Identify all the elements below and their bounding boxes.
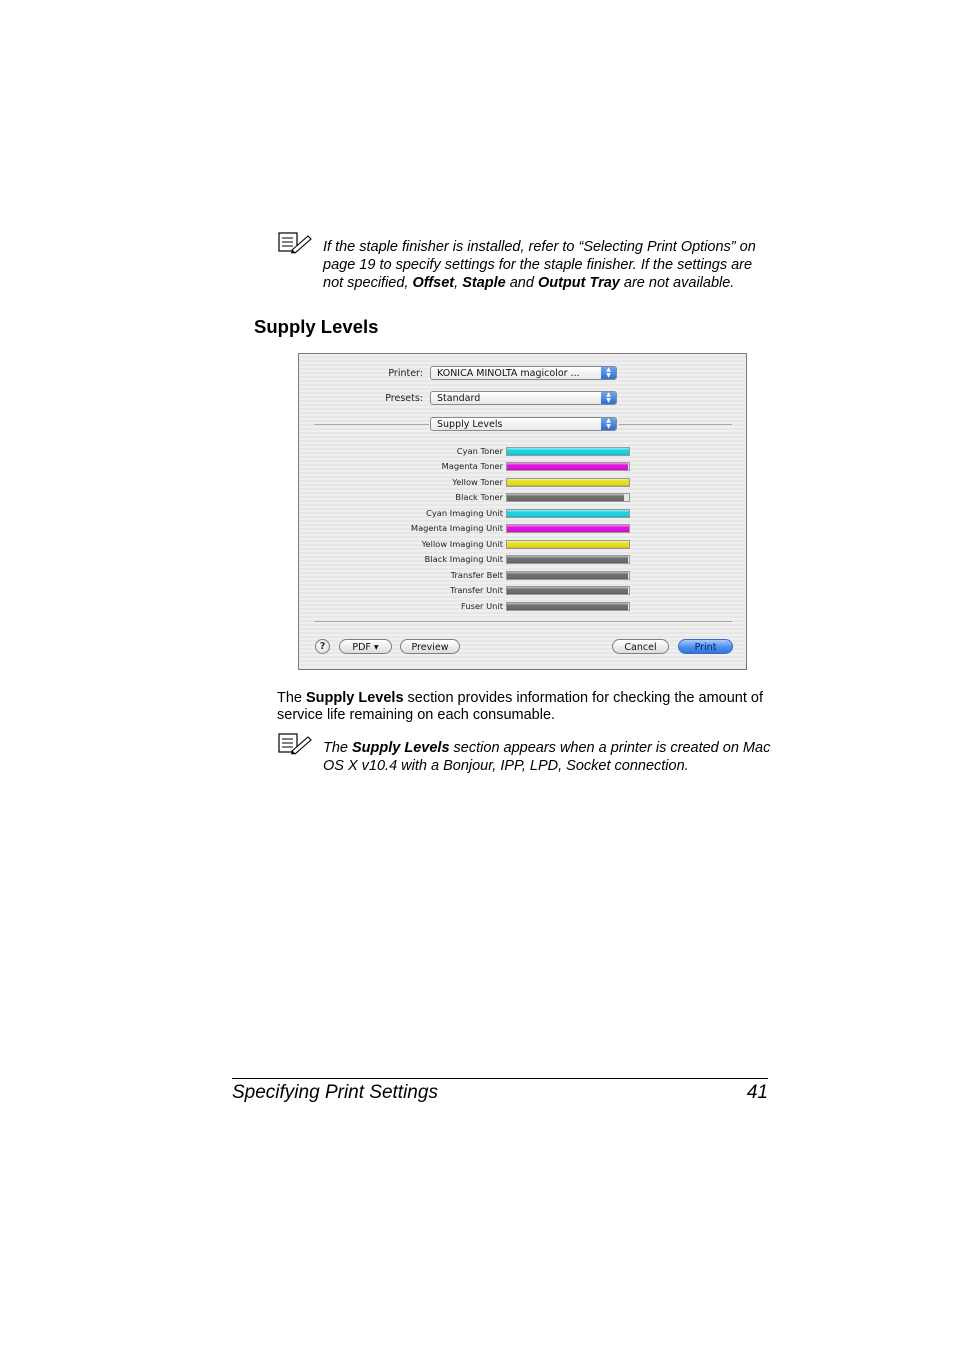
page-number: 41 (746, 1082, 768, 1103)
note-block-mac-os (278, 733, 778, 777)
note-pencil-icon (278, 232, 312, 254)
footer-title: Specifying Print Settings (232, 1082, 438, 1103)
popup-arrows-icon: ▲ ▼ (601, 367, 616, 379)
section-heading: Supply Levels (254, 316, 379, 337)
supply-level-bar (506, 462, 630, 471)
supply-level-fill (507, 587, 628, 594)
supply-level-fill (507, 510, 629, 517)
supply-label: Yellow Toner (452, 476, 503, 487)
popup-arrows-icon: ▲ ▼ (601, 418, 616, 430)
footer-rule (232, 1078, 768, 1079)
preview-button[interactable]: Preview (400, 639, 460, 654)
cancel-button[interactable]: Cancel (612, 639, 669, 654)
print-dialog (298, 353, 747, 670)
note-block-finisher (278, 232, 778, 294)
supply-label: Black Imaging Unit (424, 554, 503, 565)
supply-level-fill (507, 448, 629, 455)
supply-level-fill (507, 556, 628, 563)
pdf-button[interactable]: PDF ▾ (339, 639, 392, 654)
supply-level-fill (507, 603, 628, 610)
note-text: The Supply Levels section appears when a printer is created on Mac OS X v10.4 with a Bonjour, IPP, LPD, Socket connection. (323, 740, 771, 774)
supply-label: Transfer Belt (450, 569, 503, 580)
supply-level-fill (507, 494, 624, 501)
supply-level-bar (506, 540, 630, 549)
popup-arrows-icon: ▲ ▼ (601, 392, 616, 404)
supply-level-bar (506, 447, 630, 456)
supply-level-bar (506, 509, 630, 518)
supply-level-fill (507, 572, 628, 579)
supply-level-bar (506, 586, 630, 595)
supply-label: Yellow Imaging Unit (421, 538, 503, 549)
note-pencil-icon (278, 733, 312, 755)
supply-level-bar (506, 602, 630, 611)
printer-popup-value: KONICA MINOLTA magicolor ... (437, 368, 580, 379)
print-button[interactable]: Print (678, 639, 733, 654)
supply-level-bar (506, 493, 630, 502)
supply-label: Fuser Unit (461, 600, 503, 611)
separator-bottom (314, 621, 732, 622)
supply-level-fill (507, 479, 629, 486)
note-text: If the staple finisher is installed, refer to “Selecting Print Options” on page 19 to specify settings for the staple finisher. If the settings are not specified, Offset, Staple and Output Tray are not available. (323, 239, 756, 291)
supply-level-fill (507, 525, 629, 532)
supply-level-fill (507, 463, 628, 470)
presets-popup[interactable] (430, 391, 617, 405)
supply-label: Black Toner (455, 492, 503, 503)
panel-popup-value: Supply Levels (437, 419, 503, 430)
supply-level-bar (506, 478, 630, 487)
supply-label: Magenta Imaging Unit (410, 523, 503, 534)
panel-popup[interactable] (430, 417, 617, 431)
supply-label: Cyan Toner (456, 446, 503, 456)
supply-level-bar (506, 524, 630, 533)
presets-label: Presets: (385, 393, 423, 404)
presets-popup-value: Standard (437, 393, 481, 404)
separator-left (314, 424, 429, 425)
separator-right (619, 424, 732, 425)
body-paragraph: The Supply Levels section provides information for checking the amount of service life remaining on each consumable. (277, 690, 764, 723)
supply-label: Cyan Imaging Unit (426, 507, 503, 518)
supply-level-bar (506, 571, 630, 580)
supply-label: Magenta Toner (441, 461, 503, 472)
supply-level-fill (507, 541, 629, 548)
supply-label: Transfer Unit (450, 585, 503, 596)
supply-level-bar (506, 555, 630, 564)
printer-label: Printer: (388, 368, 423, 379)
printer-popup[interactable] (430, 366, 617, 380)
help-button[interactable]: ? (315, 639, 330, 654)
